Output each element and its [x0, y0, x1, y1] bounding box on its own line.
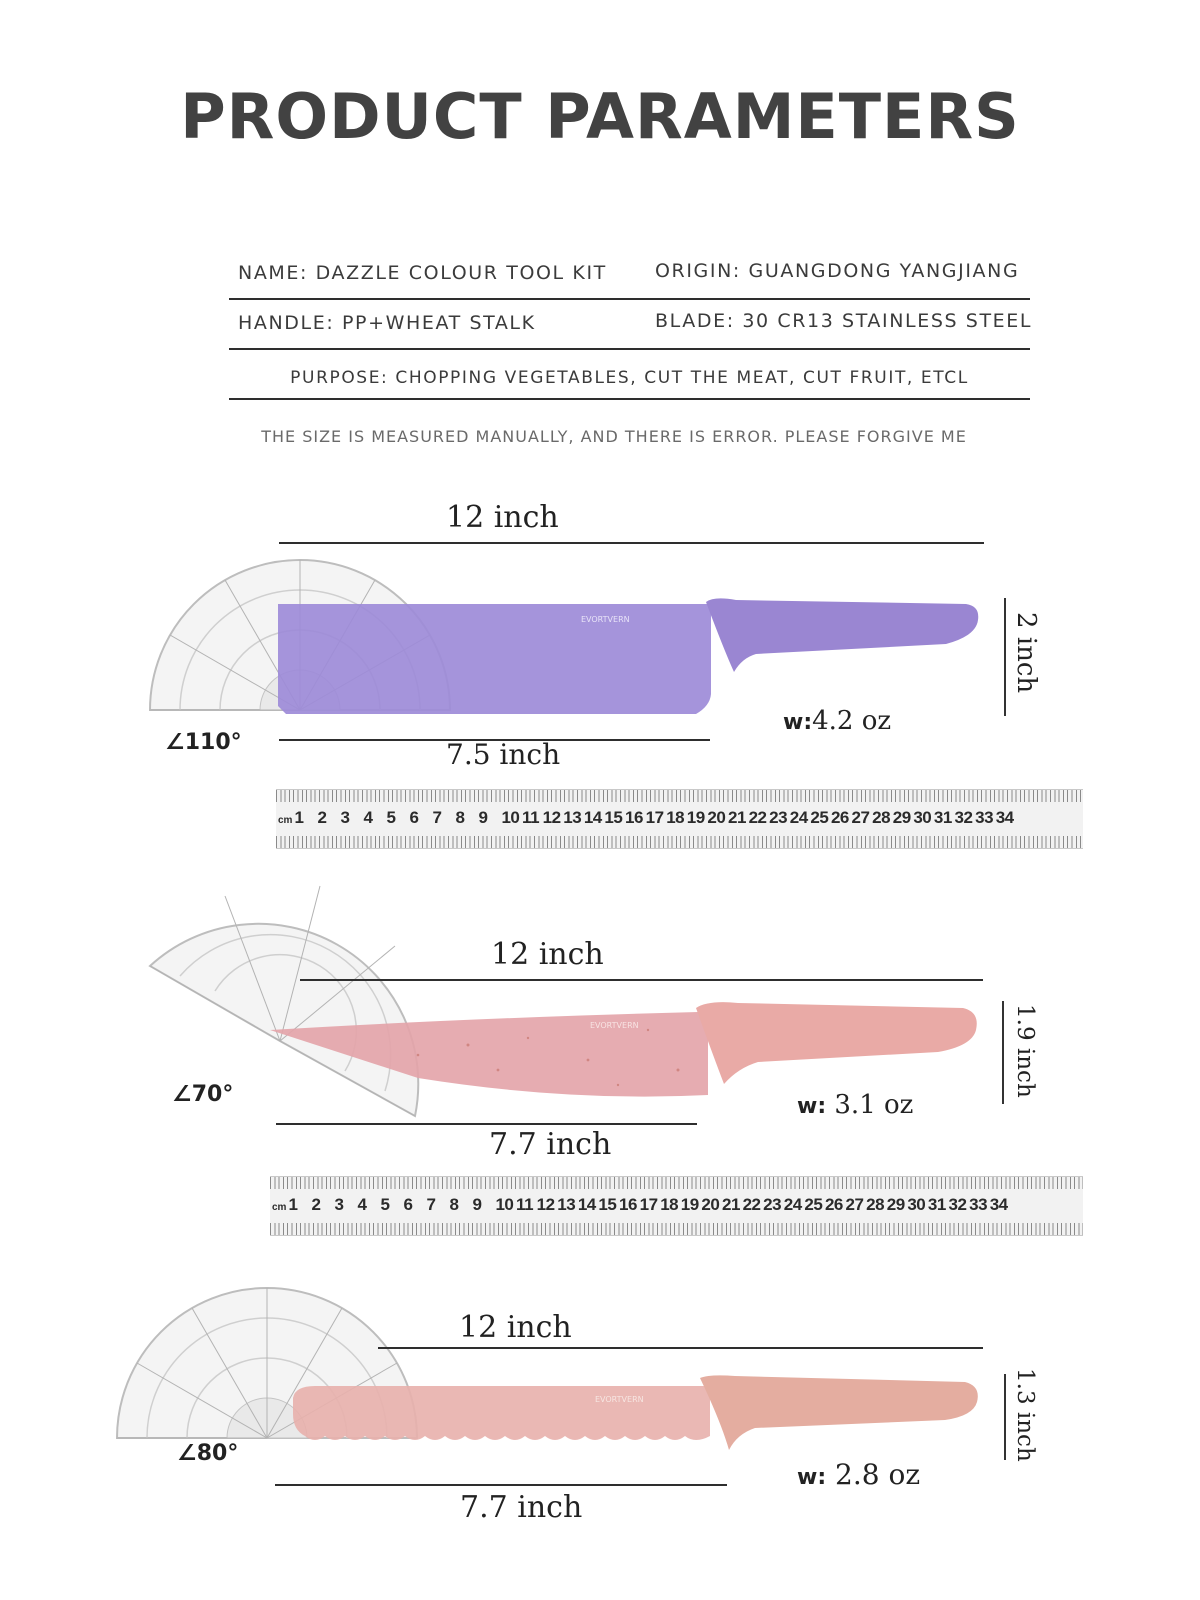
spec-divider [229, 348, 1030, 350]
angle-label: ∠80° [177, 1441, 239, 1466]
ruler-ticks [276, 790, 1083, 802]
ruler-number: 33 [975, 808, 994, 827]
ruler-number: 11 [516, 1195, 534, 1214]
total-length-label: 12 inch [446, 500, 559, 535]
ruler-number: 10 [495, 1195, 514, 1214]
weight-prefix: w: [783, 710, 813, 735]
ruler-number: 17 [639, 1195, 658, 1214]
total-length-label: 12 inch [491, 937, 604, 972]
weight-label [783, 706, 891, 736]
weight-value: 2.8 oz [835, 1458, 921, 1491]
brand-logo: EVORTVERN [595, 1395, 644, 1404]
blade-length-label: 7.5 inch [446, 738, 561, 771]
ruler-number: 12 [542, 808, 561, 827]
ruler-number: 1 [288, 1195, 298, 1214]
measurement-note: THE SIZE IS MEASURED MANUALLY, AND THERE IS ERROR. PLEASE FORGIVE ME [261, 427, 967, 446]
ruler-number: 23 [763, 1195, 782, 1214]
ruler-number: 15 [604, 808, 623, 827]
height-line [1002, 1001, 1004, 1104]
ruler-number: 4 [357, 1195, 367, 1214]
ruler-ticks [270, 1223, 1083, 1235]
ruler-number: 18 [660, 1195, 679, 1214]
ruler-number: 27 [845, 1195, 864, 1214]
ruler-number: 25 [810, 808, 829, 827]
ruler-unit: cm [278, 815, 293, 826]
ruler-number: 8 [449, 1195, 459, 1214]
ruler-number: 2 [311, 1195, 321, 1214]
total-length-line [279, 542, 984, 544]
spec-origin: ORIGIN: GUANGDONG YANGJIANG [655, 260, 1020, 282]
purple-chef-knife-icon [276, 596, 981, 718]
ruler-number: 26 [824, 1195, 843, 1214]
ruler-number: 7 [426, 1195, 436, 1214]
ruler-number: 28 [866, 1195, 885, 1214]
ruler-numbers [278, 808, 1016, 828]
ruler-number: 25 [804, 1195, 823, 1214]
ruler-number: 23 [769, 808, 788, 827]
angle-label: ∠70° [172, 1082, 234, 1107]
blade-length-label: 7.7 inch [460, 1490, 583, 1525]
ruler-number: 17 [645, 808, 664, 827]
spec-purpose: PURPOSE: CHOPPING VEGETABLES, CUT THE MEAT, CUT FRUIT, ETCL [290, 368, 969, 388]
height-label: 1.3 inch [1012, 1368, 1038, 1462]
ruler-number: 31 [927, 1195, 946, 1214]
ruler-number: 34 [989, 1195, 1008, 1214]
ruler-number: 22 [748, 808, 767, 827]
ruler-number: 12 [536, 1195, 555, 1214]
ruler-number: 13 [563, 808, 582, 827]
height-label: 2 inch [1011, 612, 1041, 694]
height-line [1004, 1374, 1006, 1460]
ruler-number: 6 [409, 808, 419, 827]
ruler-number: 10 [501, 808, 520, 827]
total-length-label: 12 inch [459, 1310, 572, 1345]
page-title: PRODUCT PARAMETERS [180, 80, 1020, 153]
weight-prefix: w: [797, 1094, 827, 1119]
ruler-number: 9 [478, 808, 488, 827]
ruler-number: 5 [380, 1195, 390, 1214]
ruler-number: 9 [472, 1195, 482, 1214]
ruler-number: 27 [851, 808, 870, 827]
brand-logo: EVORTVERN [590, 1021, 639, 1030]
ruler-number: 13 [557, 1195, 576, 1214]
height-line [1004, 598, 1006, 716]
ruler-number: 18 [666, 808, 685, 827]
ruler-number: 16 [625, 808, 643, 827]
weight-label [797, 1090, 913, 1120]
spec-divider [229, 398, 1030, 400]
brand-logo: EVORTVERN [581, 615, 630, 624]
ruler-number: 14 [583, 808, 602, 827]
blade-length-line [276, 1123, 697, 1125]
ruler-cm [270, 1176, 1083, 1236]
ruler-cm [276, 789, 1083, 849]
blade-length-line [275, 1484, 727, 1486]
ruler-number: 31 [933, 808, 952, 827]
ruler-number: 19 [680, 1195, 699, 1214]
ruler-number: 29 [892, 808, 911, 827]
ruler-number: 11 [522, 808, 540, 827]
ruler-number: 20 [707, 808, 726, 827]
ruler-number: 21 [727, 808, 746, 827]
ruler-number: 29 [886, 1195, 905, 1214]
ruler-number: 8 [455, 808, 465, 827]
ruler-number: 6 [403, 1195, 413, 1214]
weight-value: 3.1 oz [834, 1090, 914, 1120]
spec-name: NAME: DAZZLE COLOUR TOOL KIT [238, 262, 607, 284]
total-length-line [378, 1347, 983, 1349]
angle-label: ∠110° [165, 730, 242, 755]
ruler-number: 34 [995, 808, 1014, 827]
ruler-number: 7 [432, 808, 442, 827]
ruler-number: 4 [363, 808, 373, 827]
spec-divider [229, 298, 1030, 300]
ruler-number: 26 [830, 808, 849, 827]
ruler-number: 33 [969, 1195, 988, 1214]
ruler-number: 20 [701, 1195, 720, 1214]
ruler-number: 15 [598, 1195, 617, 1214]
ruler-number: 21 [721, 1195, 740, 1214]
spec-handle: HANDLE: PP+WHEAT STALK [238, 312, 536, 334]
ruler-number: 28 [872, 808, 891, 827]
ruler-number: 16 [619, 1195, 637, 1214]
weight-value: 4.2 oz [812, 706, 892, 736]
ruler-unit: cm [272, 1202, 287, 1213]
spec-blade: BLADE: 30 CR13 STAINLESS STEEL [655, 310, 1033, 332]
total-length-line [300, 979, 983, 981]
ruler-number: 24 [783, 1195, 802, 1214]
ruler-number: 1 [294, 808, 304, 827]
ruler-number: 19 [686, 808, 705, 827]
ruler-number: 3 [340, 808, 350, 827]
ruler-number: 32 [948, 1195, 967, 1214]
ruler-number: 14 [577, 1195, 596, 1214]
ruler-number: 5 [386, 808, 396, 827]
ruler-ticks [276, 836, 1083, 848]
ruler-number: 2 [317, 808, 327, 827]
ruler-number: 30 [913, 808, 932, 827]
ruler-number: 30 [907, 1195, 926, 1214]
height-label: 1.9 inch [1012, 1004, 1038, 1098]
weight-label [797, 1458, 920, 1491]
ruler-number: 3 [334, 1195, 344, 1214]
ruler-ticks [270, 1177, 1083, 1189]
ruler-number: 32 [954, 808, 973, 827]
weight-prefix: w: [797, 1465, 827, 1490]
peach-bread-knife-icon [285, 1374, 983, 1454]
blade-length-label: 7.7 inch [489, 1127, 612, 1162]
ruler-number: 22 [742, 1195, 761, 1214]
ruler-numbers [272, 1195, 1010, 1215]
ruler-number: 24 [789, 808, 808, 827]
